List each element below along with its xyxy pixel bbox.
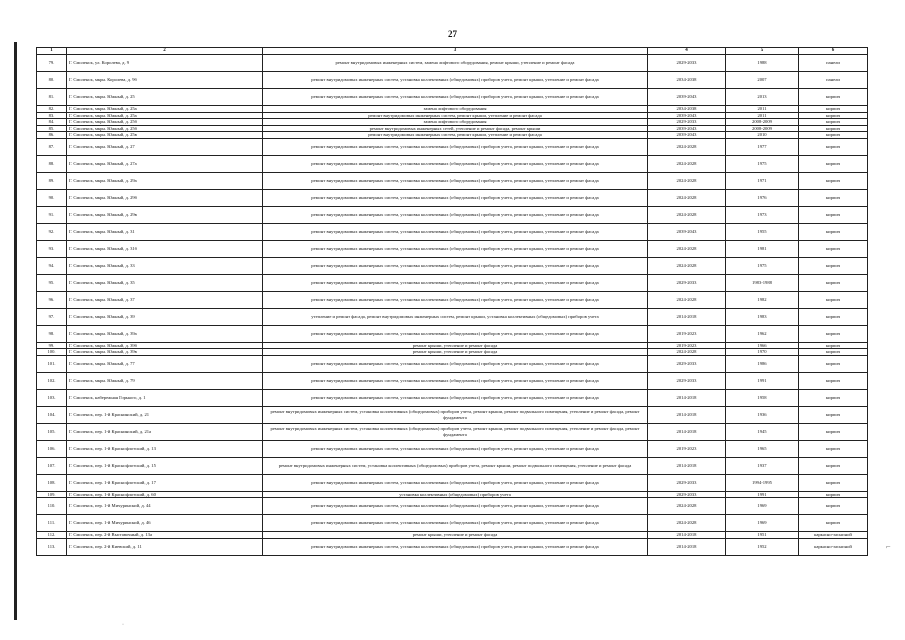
- period-cell: 2034-2038: [648, 72, 726, 89]
- wall-material-cell: кирпич: [799, 106, 868, 113]
- address-cell: Г. Смоленск, пер. 1-й Мичуринский, д. 44: [67, 498, 263, 515]
- period-cell: 2039-2043: [648, 223, 726, 240]
- period-cell: 2024-2028: [648, 349, 726, 356]
- address-cell: Г. Смоленск, пер. 1-й Краснинский, д. 21: [67, 406, 263, 423]
- wall-material-cell: каркасно-засыпной: [799, 538, 868, 555]
- address-cell: Г. Смоленск, мкрн. Южный, д. 25б: [67, 119, 263, 126]
- build-year-cell: 1986: [726, 355, 799, 372]
- row-number: 97.: [37, 308, 67, 325]
- period-cell: 2014-2018: [648, 532, 726, 539]
- row-number: 84.: [37, 119, 67, 126]
- work-type-cell: ремонт внутридомовых инженерных сетей, утепление и ремонт фасада, ремонт крыши: [263, 125, 648, 132]
- wall-material-cell: кирпич: [799, 406, 868, 423]
- period-cell: 2029-2033: [648, 274, 726, 291]
- table-row: [37, 240, 868, 257]
- row-number: 94.: [37, 257, 67, 274]
- build-year-cell: 1976: [726, 189, 799, 206]
- row-number: 111.: [37, 515, 67, 532]
- period-cell: 2024-2028: [648, 291, 726, 308]
- row-number: 109.: [37, 491, 67, 498]
- period-cell: 2024-2028: [648, 257, 726, 274]
- wall-material-cell: кирпич: [799, 89, 868, 106]
- row-number: 110.: [37, 498, 67, 515]
- build-year-cell: 1977: [726, 138, 799, 155]
- period-cell: 2029-2033: [648, 372, 726, 389]
- address-cell: Г. Смоленск, пер. 2-й Выставочный, д. 13а: [67, 532, 263, 539]
- table-row: [37, 55, 868, 72]
- period-cell: 2039-2043: [648, 89, 726, 106]
- build-year-cell: 2011: [726, 112, 799, 119]
- address-cell: Г. Смоленск, мкрн. Южный, д. 77: [67, 355, 263, 372]
- table-row: [37, 389, 868, 406]
- period-cell: 2039-2043: [648, 112, 726, 119]
- scan-speck: ·: [122, 622, 124, 628]
- row-number: 79.: [37, 55, 67, 72]
- wall-material-cell: кирпич: [799, 132, 868, 139]
- work-type-cell: ремонт внутридомовых инженерных систем, установка коллективных (общедомовых) приборов учета, ремонт крыши, утепление и ремонт фасада: [263, 89, 648, 106]
- work-type-cell: утепление и ремонт фасада, ремонт внутридомовых инженерных систем, ремонт крыши, установка коллективных (общедомовых) приборов учета: [263, 308, 648, 325]
- build-year-cell: 1945: [726, 423, 799, 440]
- build-year-cell: 2008-2009: [726, 125, 799, 132]
- address-cell: Г. Смоленск, пер. 1-й Краснофлотский, д. 17: [67, 474, 263, 491]
- address-cell: Г. Смоленск, мкрн. Южный, д. 25: [67, 89, 263, 106]
- work-type-cell: ремонт внутридомовых инженерных систем, установка коллективных (общедомовых) приборов учета, ремонт крыши, утепление и ремонт фасада: [263, 325, 648, 342]
- row-number: 86.: [37, 132, 67, 139]
- build-year-cell: 1975: [726, 257, 799, 274]
- build-year-cell: 2011: [726, 106, 799, 113]
- build-year-cell: 1969: [726, 515, 799, 532]
- period-cell: 2029-2033: [648, 55, 726, 72]
- address-cell: Г. Смоленск, мкрн. Южный, д. 37: [67, 291, 263, 308]
- wall-material-cell: панели: [799, 55, 868, 72]
- address-cell: Г. Смоленск, мкрн. Южный, д. 25а: [67, 106, 263, 113]
- address-cell: Г. Смоленск, мкрн. Южный, д. 39: [67, 308, 263, 325]
- work-type-cell: ремонт внутридомовых инженерных систем, ремонт крыши, утепление и ремонт фасада: [263, 112, 648, 119]
- table-row: [37, 498, 868, 515]
- period-cell: 2024-2028: [648, 189, 726, 206]
- wall-material-cell: кирпич: [799, 206, 868, 223]
- address-cell: Г. Смоленск, мкрн. Южный, д. 29б: [67, 189, 263, 206]
- row-number: 83.: [37, 112, 67, 119]
- work-type-cell: ремонт внутридомовых инженерных систем, установка коллективных (общедомовых) приборов учета, ремонт крыши, ремонт подвального помещения, утепление и ремонт фасада: [263, 457, 648, 474]
- row-number: 85.: [37, 125, 67, 132]
- address-cell: Г. Смоленск, мкрн. Южный, д. 29в: [67, 206, 263, 223]
- row-number: 107.: [37, 457, 67, 474]
- wall-material-cell: кирпич: [799, 372, 868, 389]
- row-number: 99.: [37, 342, 67, 349]
- build-year-cell: 1958: [726, 389, 799, 406]
- work-type-cell: ремонт внутридомовых инженерных систем, установка коллективных (общедомовых) приборов учета, ремонт крыши, утепление и ремонт фасада: [263, 257, 648, 274]
- row-number: 96.: [37, 291, 67, 308]
- address-cell: Г. Смоленск, пер. 2-й Киевский, д. 11: [67, 538, 263, 555]
- row-number: 101.: [37, 355, 67, 372]
- table-row: [37, 72, 868, 89]
- table-row: [37, 89, 868, 106]
- period-cell: 2014-2018: [648, 406, 726, 423]
- period-cell: 2034-2038: [648, 106, 726, 113]
- build-year-cell: 1991: [726, 491, 799, 498]
- column-header: 4: [648, 48, 726, 55]
- row-number: 113.: [37, 538, 67, 555]
- row-number: 108.: [37, 474, 67, 491]
- row-number: 80.: [37, 72, 67, 89]
- build-year-cell: 1962: [726, 325, 799, 342]
- address-cell: Г. Смоленск, мкрн. Южный, д. 79: [67, 372, 263, 389]
- wall-material-cell: кирпич: [799, 240, 868, 257]
- build-year-cell: 1971: [726, 172, 799, 189]
- build-year-cell: 1966: [726, 342, 799, 349]
- table-row: [37, 515, 868, 532]
- period-cell: 2024-2028: [648, 155, 726, 172]
- address-cell: Г. Смоленск, мкрн. Южный, д. 33: [67, 257, 263, 274]
- wall-material-cell: кирпич: [799, 138, 868, 155]
- period-cell: 2024-2028: [648, 240, 726, 257]
- period-cell: 2014-2018: [648, 389, 726, 406]
- address-cell: Г. Смоленск, набережная Горького, д. 1: [67, 389, 263, 406]
- table-row: [37, 325, 868, 342]
- address-cell: Г. Смоленск, пер. 1-й Краснофлотский, д. 60: [67, 491, 263, 498]
- build-year-cell: 1982: [726, 291, 799, 308]
- work-type-cell: ремонт крыши, утепление и ремонт фасада: [263, 349, 648, 356]
- column-header: 6: [799, 48, 868, 55]
- work-type-cell: ремонт внутридомовых инженерных систем, установка коллективных (общедомовых) приборов учета, ремонт крыши, утепление и ремонт фасада: [263, 515, 648, 532]
- wall-material-cell: кирпич: [799, 515, 868, 532]
- address-cell: Г. Смоленск, мкрн. Южный, д. 25в: [67, 132, 263, 139]
- work-type-cell: ремонт внутридомовых инженерных систем, установка коллективных (общедомовых) приборов учета, ремонт крыши, утепление и ремонт фасада: [263, 355, 648, 372]
- work-type-cell: ремонт крыши, утепление и ремонт фасада: [263, 532, 648, 539]
- row-number: 106.: [37, 440, 67, 457]
- address-cell: Г. Смоленск, мкрн. Южный, д. 27а: [67, 155, 263, 172]
- work-type-cell: ремонт внутридомовых инженерных систем, установка коллективных (общедомовых) приборов учета, ремонт крыши, ремонт подвального помещения, утепление и ремонт фасада, ремонт фундамента: [263, 406, 648, 423]
- page-number: 27: [448, 29, 457, 39]
- build-year-cell: 1970: [726, 349, 799, 356]
- work-type-cell: ремонт внутридомовых инженерных систем, установка коллективных (общедомовых) приборов учета, ремонт крыши, утепление и ремонт фасада: [263, 155, 648, 172]
- period-cell: 2029-2033: [648, 491, 726, 498]
- table-row: [37, 257, 868, 274]
- build-year-cell: 1973: [726, 206, 799, 223]
- row-number: 102.: [37, 372, 67, 389]
- table-row: [37, 440, 868, 457]
- work-type-cell: ремонт внутридомовых инженерных систем, установка коллективных (общедомовых) приборов учета, ремонт крыши, утепление и ремонт фасада: [263, 372, 648, 389]
- row-number: 91.: [37, 206, 67, 223]
- build-year-cell: 2008-2009: [726, 119, 799, 126]
- table-row: [37, 308, 868, 325]
- work-type-cell: ремонт внутридомовых инженерных систем, установка коллективных (общедомовых) приборов учета, ремонт крыши, утепление и ремонт фасада: [263, 274, 648, 291]
- work-type-cell: ремонт внутридомовых инженерных систем, установка коллективных (общедомовых) приборов учета, ремонт крыши, утепление и ремонт фасада: [263, 440, 648, 457]
- wall-material-cell: кирпич: [799, 189, 868, 206]
- row-number: 95.: [37, 274, 67, 291]
- period-cell: 2019-2023: [648, 440, 726, 457]
- row-number: 89.: [37, 172, 67, 189]
- wall-material-cell: кирпич: [799, 474, 868, 491]
- period-cell: 2014-2018: [648, 423, 726, 440]
- row-number: 90.: [37, 189, 67, 206]
- build-year-cell: 1975: [726, 155, 799, 172]
- work-type-cell: ремонт внутридомовых инженерных систем, установка коллективных (общедомовых) приборов учета, ремонт крыши, утепление и ремонт фасада: [263, 223, 648, 240]
- build-year-cell: 1991: [726, 372, 799, 389]
- table-row: [37, 155, 868, 172]
- address-cell: Г. Смоленск, мкрн. Южный, д. 29а: [67, 172, 263, 189]
- build-year-cell: 2013: [726, 89, 799, 106]
- build-year-cell: 1937: [726, 457, 799, 474]
- wall-material-cell: кирпич: [799, 257, 868, 274]
- address-cell: Г. Смоленск, мкрн. Южный, д. 39а: [67, 325, 263, 342]
- period-cell: 2024-2028: [648, 498, 726, 515]
- address-cell: Г. Смоленск, пер. 1-й Краснинский, д. 21а: [67, 423, 263, 440]
- work-type-cell: ремонт внутридомовых инженерных систем, установка коллективных (общедомовых) приборов учета, ремонт крыши, утепление и ремонт фасада: [263, 138, 648, 155]
- row-number: 92.: [37, 223, 67, 240]
- work-type-cell: замена лифтового оборудования: [263, 106, 648, 113]
- wall-material-cell: панели: [799, 72, 868, 89]
- period-cell: 2014-2018: [648, 538, 726, 555]
- build-year-cell: 1936: [726, 406, 799, 423]
- wall-material-cell: кирпич: [799, 498, 868, 515]
- wall-material-cell: кирпич: [799, 119, 868, 126]
- work-type-cell: ремонт внутридомовых инженерных систем, установка коллективных (общедомовых) приборов учета, ремонт крыши, утепление и ремонт фасада: [263, 538, 648, 555]
- table-row: [37, 291, 868, 308]
- table-row: [37, 206, 868, 223]
- work-type-cell: ремонт внутридомовых инженерных систем, установка коллективных (общедомовых) приборов учета, ремонт крыши, утепление и ремонт фасада: [263, 189, 648, 206]
- work-type-cell: ремонт внутридомовых инженерных систем, замена лифтового оборудования, ремонт крыши, утепление и ремонт фасада: [263, 55, 648, 72]
- wall-material-cell: кирпич: [799, 389, 868, 406]
- wall-material-cell: кирпич: [799, 423, 868, 440]
- row-number: 98.: [37, 325, 67, 342]
- address-cell: Г. Смоленск, ул. Королева, д. 9: [67, 55, 263, 72]
- table-row: [37, 406, 868, 423]
- wall-material-cell: кирпич: [799, 112, 868, 119]
- period-cell: 2024-2028: [648, 138, 726, 155]
- build-year-cell: 2010: [726, 132, 799, 139]
- table-row: [37, 223, 868, 240]
- build-year-cell: 1969: [726, 498, 799, 515]
- address-cell: Г. Смоленск, мкрн. Южный, д. 39в: [67, 349, 263, 356]
- work-type-cell: ремонт внутридомовых инженерных систем, установка коллективных (общедомовых) приборов учета, ремонт крыши, утепление и ремонт фасада: [263, 240, 648, 257]
- period-cell: 2024-2028: [648, 206, 726, 223]
- address-cell: Г. Смоленск, мкрн. Южный, д. 25а: [67, 112, 263, 119]
- address-cell: Г. Смоленск, мкрн. Южный, д. 25б: [67, 125, 263, 132]
- table-row: [37, 457, 868, 474]
- build-year-cell: 1994-1995: [726, 474, 799, 491]
- work-type-cell: замена лифтового оборудования: [263, 119, 648, 126]
- table-row: [37, 172, 868, 189]
- row-number: 87.: [37, 138, 67, 155]
- build-year-cell: 1988: [726, 55, 799, 72]
- address-cell: Г. Смоленск, мкрн. Южный, д. 39б: [67, 342, 263, 349]
- wall-material-cell: кирпич: [799, 291, 868, 308]
- address-cell: Г. Смоленск, мкрн. Южный, д. 31: [67, 223, 263, 240]
- period-cell: 2014-2018: [648, 457, 726, 474]
- wall-material-cell: кирпич: [799, 274, 868, 291]
- table-row: [37, 138, 868, 155]
- build-year-cell: 1955: [726, 223, 799, 240]
- work-type-cell: ремонт внутридомовых инженерных систем, установка коллективных (общедомовых) приборов учета, ремонт крыши, утепление и ремонт фасада: [263, 389, 648, 406]
- period-cell: 2029-2033: [648, 355, 726, 372]
- wall-material-cell: кирпич: [799, 155, 868, 172]
- row-number: 93.: [37, 240, 67, 257]
- period-cell: 2039-2043: [648, 125, 726, 132]
- work-type-cell: ремонт внутридомовых инженерных систем, установка коллективных (общедомовых) приборов учета, ремонт крыши, утепление и ремонт фасада: [263, 206, 648, 223]
- work-type-cell: ремонт внутридомовых инженерных систем, установка коллективных (общедомовых) приборов учета, ремонт крыши, утепление и ремонт фасада: [263, 172, 648, 189]
- table-row: [37, 355, 868, 372]
- wall-material-cell: кирпич: [799, 325, 868, 342]
- work-type-cell: ремонт внутридомовых инженерных систем, установка коллективных (общедомовых) приборов учета, ремонт крыши, ремонт подвального помещения, утепление и ремонт фасада, ремонт фундамента: [263, 423, 648, 440]
- table-row: [37, 538, 868, 555]
- period-cell: 2024-2028: [648, 515, 726, 532]
- row-number: 112.: [37, 532, 67, 539]
- work-type-cell: ремонт внутридомовых инженерных систем, установка коллективных (общедомовых) приборов учета, ремонт крыши, утепление и ремонт фасада: [263, 291, 648, 308]
- wall-material-cell: кирпич: [799, 491, 868, 498]
- wall-material-cell: кирпич: [799, 308, 868, 325]
- table-row: [37, 372, 868, 389]
- build-year-cell: 1951: [726, 532, 799, 539]
- table-row: [37, 423, 868, 440]
- table-row: [37, 189, 868, 206]
- period-cell: 2039-2043: [648, 132, 726, 139]
- table-row: [37, 474, 868, 491]
- wall-material-cell: каркасно-засыпной: [799, 532, 868, 539]
- column-header: 5: [726, 48, 799, 55]
- wall-material-cell: кирпич: [799, 440, 868, 457]
- wall-material-cell: кирпич: [799, 125, 868, 132]
- wall-material-cell: кирпич: [799, 355, 868, 372]
- wall-material-cell: кирпич: [799, 349, 868, 356]
- column-header: 1: [37, 48, 67, 55]
- housing-repair-table: [36, 47, 868, 556]
- build-year-cell: 1983: [726, 308, 799, 325]
- build-year-cell: 1952: [726, 538, 799, 555]
- build-year-cell: 1981: [726, 240, 799, 257]
- wall-material-cell: кирпич: [799, 172, 868, 189]
- table-row: [37, 274, 868, 291]
- work-type-cell: ремонт внутридомовых инженерных систем, установка коллективных (общедомовых) приборов учета, ремонт крыши, утепление и ремонт фасада: [263, 474, 648, 491]
- work-type-cell: установка коллективных (общедомовых) приборов учета: [263, 491, 648, 498]
- period-cell: 2019-2023: [648, 325, 726, 342]
- column-header: 3: [263, 48, 648, 55]
- margin-mark: ⌐: [886, 542, 891, 551]
- build-year-cell: 2007: [726, 72, 799, 89]
- address-cell: Г. Смоленск, мкрн. Южный, д. 27: [67, 138, 263, 155]
- address-cell: Г. Смоленск, мкрн. Южный, д. 35: [67, 274, 263, 291]
- column-header: 2: [67, 48, 263, 55]
- work-type-cell: ремонт внутридомовых инженерных систем, установка коллективных (общедомовых) приборов учета, ремонт крыши, утепление и ремонт фасада: [263, 72, 648, 89]
- wall-material-cell: кирпич: [799, 342, 868, 349]
- row-number: 82.: [37, 106, 67, 113]
- address-cell: Г. Смоленск, мкрн. Королева, д. 9б: [67, 72, 263, 89]
- column-header-row: [37, 48, 868, 55]
- period-cell: 2029-2033: [648, 119, 726, 126]
- wall-material-cell: кирпич: [799, 457, 868, 474]
- period-cell: 2024-2028: [648, 172, 726, 189]
- work-type-cell: ремонт внутридомовых инженерных систем, ремонт крыши, утепление и ремонт фасада: [263, 132, 648, 139]
- work-type-cell: ремонт крыши, утепление и ремонт фасада: [263, 342, 648, 349]
- period-cell: 2019-2023: [648, 342, 726, 349]
- build-year-cell: 1965: [726, 440, 799, 457]
- binding-edge: [14, 42, 17, 620]
- period-cell: 2014-2018: [648, 308, 726, 325]
- build-year-cell: 1983-1988: [726, 274, 799, 291]
- row-number: 104.: [37, 406, 67, 423]
- row-number: 88.: [37, 155, 67, 172]
- row-number: 81.: [37, 89, 67, 106]
- address-cell: Г. Смоленск, пер. 1-й Краснофлотский, д. 15: [67, 457, 263, 474]
- address-cell: Г. Смоленск, пер. 1-й Краснофлотский, д. 13: [67, 440, 263, 457]
- address-cell: Г. Смоленск, мкрн. Южный, д. 31б: [67, 240, 263, 257]
- row-number: 103.: [37, 389, 67, 406]
- work-type-cell: ремонт внутридомовых инженерных систем, установка коллективных (общедомовых) приборов учета, ремонт крыши, утепление и ремонт фасада: [263, 498, 648, 515]
- wall-material-cell: кирпич: [799, 223, 868, 240]
- row-number: 100.: [37, 349, 67, 356]
- address-cell: Г. Смоленск, пер. 1-й Мичуринский, д. 46: [67, 515, 263, 532]
- period-cell: 2029-2033: [648, 474, 726, 491]
- row-number: 105.: [37, 423, 67, 440]
